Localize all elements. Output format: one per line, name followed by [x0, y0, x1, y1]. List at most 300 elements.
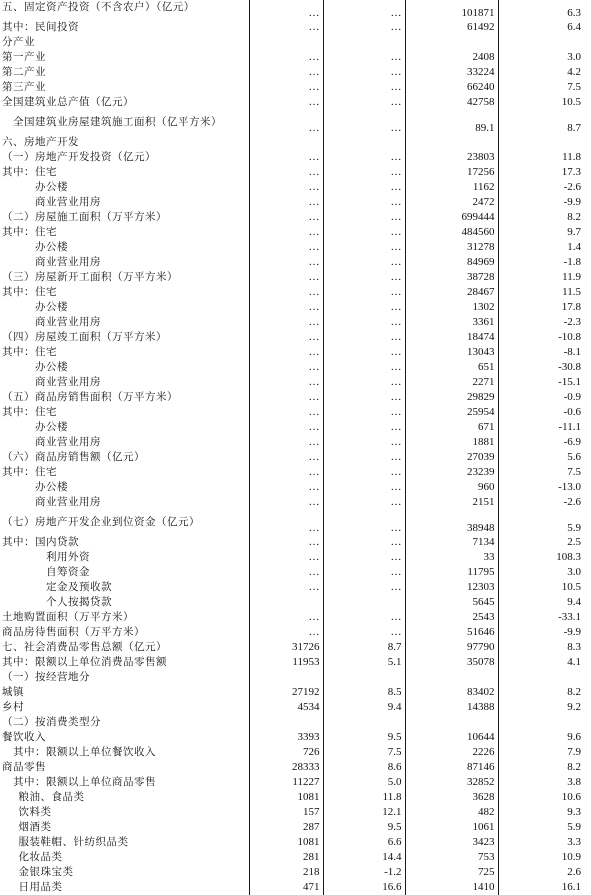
table-row [0, 270, 591, 285]
table-row [0, 565, 591, 580]
cumulative-value: 1881 [405, 435, 498, 450]
cumulative-growth: 6.4 [567, 21, 581, 33]
table-row [0, 670, 591, 685]
cumulative-value: 753 [405, 850, 498, 865]
row-label: 其中：住宅 [0, 225, 249, 240]
cumulative-growth: -11.1 [558, 421, 581, 433]
table-row [0, 880, 591, 895]
row-label: 自筹资金 [0, 565, 249, 580]
cumulative-value: 1061 [405, 820, 498, 835]
cumulative-value: 2271 [405, 375, 498, 390]
current-month-value: … [249, 110, 323, 135]
table-row [0, 580, 591, 595]
cumulative-growth: 3.3 [567, 836, 581, 848]
current-month-value: … [249, 270, 323, 285]
current-month-value: 1081 [249, 835, 323, 850]
cumulative-value: 87146 [405, 760, 498, 775]
table-row [0, 850, 591, 865]
row-label: 其中：限额以上单位餐饮收入 [0, 745, 249, 760]
cumulative-growth: 8.7 [567, 122, 581, 134]
row-label: 金银珠宝类 [0, 865, 249, 880]
cumulative-value: 14388 [405, 700, 498, 715]
cumulative-growth: 9.4 [567, 596, 581, 608]
current-month-growth: … [323, 390, 405, 405]
cumulative-growth: 11.5 [562, 286, 581, 298]
cumulative-growth: -33.1 [558, 611, 581, 623]
row-label: 定金及预收款 [0, 580, 249, 595]
cumulative-value: 83402 [405, 685, 498, 700]
row-label: 服装鞋帽、针纺织品类 [0, 835, 249, 850]
cumulative-value: 1410 [405, 880, 498, 895]
row-label: 办公楼 [0, 180, 249, 195]
cumulative-growth: 7.5 [567, 81, 581, 93]
current-month-value: … [249, 375, 323, 390]
table-row [0, 80, 591, 95]
row-label: 土地购置面积（万平方米） [0, 610, 249, 625]
current-month-value: … [249, 210, 323, 225]
cumulative-growth: 5.6 [567, 451, 581, 463]
row-label: 分产业 [0, 35, 249, 50]
cumulative-growth: 7.5 [567, 466, 581, 478]
current-month-value: … [249, 360, 323, 375]
table-row [0, 255, 591, 270]
cumulative-growth: 3.0 [567, 566, 581, 578]
row-label: 第一产业 [0, 50, 249, 65]
cumulative-growth: 9.3 [567, 806, 581, 818]
row-label: 化妆品类 [0, 850, 249, 865]
cumulative-growth: 9.7 [567, 226, 581, 238]
row-label: 其中：民间投资 [0, 20, 249, 35]
cumulative-growth: 1.4 [567, 241, 581, 253]
current-month-value [249, 35, 323, 50]
table-row [0, 180, 591, 195]
table-row [0, 510, 591, 535]
current-month-growth: … [323, 375, 405, 390]
current-month-growth: … [323, 50, 405, 65]
cumulative-growth: 8.2 [567, 761, 581, 773]
table-row [0, 595, 591, 610]
table-row [0, 65, 591, 80]
cumulative-growth: 4.1 [567, 656, 581, 668]
current-month-value: … [249, 315, 323, 330]
cumulative-value: 17256 [405, 165, 498, 180]
cumulative-value: 671 [405, 420, 498, 435]
cumulative-growth: 3.8 [567, 776, 581, 788]
cumulative-growth: -2.6 [563, 181, 581, 193]
table-row [0, 195, 591, 210]
current-month-growth: … [323, 535, 405, 550]
current-month-growth: 8.7 [323, 640, 405, 655]
row-label: 饮料类 [0, 805, 249, 820]
current-month-growth: … [323, 510, 405, 535]
cumulative-growth: -2.6 [563, 496, 581, 508]
cumulative-value: 5645 [405, 595, 498, 610]
current-month-growth: … [323, 95, 405, 110]
cumulative-growth: 8.3 [567, 641, 581, 653]
cumulative-value: 11795 [405, 565, 498, 580]
cumulative-growth: 11.9 [562, 271, 581, 283]
row-label: （五）商品房销售面积（万平方米） [0, 390, 249, 405]
current-month-growth: 9.5 [323, 730, 405, 745]
current-month-growth [323, 135, 405, 150]
cumulative-growth: -2.3 [563, 316, 581, 328]
table-row [0, 495, 591, 510]
current-month-value: 157 [249, 805, 323, 820]
table-row [0, 110, 591, 135]
current-month-value: … [249, 405, 323, 420]
cumulative-value [405, 135, 498, 150]
current-month-value: 27192 [249, 685, 323, 700]
current-month-growth: … [323, 225, 405, 240]
current-month-value: 218 [249, 865, 323, 880]
table-row [0, 210, 591, 225]
current-month-value [249, 595, 323, 610]
current-month-value: … [249, 420, 323, 435]
table-row [0, 625, 591, 640]
table-row [0, 50, 591, 65]
cumulative-growth: -0.9 [563, 391, 581, 403]
cumulative-value: 2408 [405, 50, 498, 65]
cumulative-growth: 10.5 [561, 96, 581, 108]
table-row [0, 865, 591, 880]
cumulative-growth: -9.9 [563, 196, 581, 208]
current-month-growth: … [323, 625, 405, 640]
cumulative-value: 3628 [405, 790, 498, 805]
cumulative-value: 7134 [405, 535, 498, 550]
current-month-growth: … [323, 465, 405, 480]
current-month-growth: 8.6 [323, 760, 405, 775]
row-label: 其中：住宅 [0, 165, 249, 180]
current-month-growth: … [323, 240, 405, 255]
row-label: （七）房地产开发企业到位资金（亿元） [0, 510, 249, 535]
current-month-growth: … [323, 580, 405, 595]
table-row [0, 820, 591, 835]
table-row [0, 285, 591, 300]
row-label: 办公楼 [0, 360, 249, 375]
cumulative-value: 23239 [405, 465, 498, 480]
current-month-growth: … [323, 360, 405, 375]
table-row [0, 35, 591, 50]
row-label: 商品零售 [0, 760, 249, 775]
cumulative-growth: 3.0 [567, 51, 581, 63]
current-month-growth: 8.5 [323, 685, 405, 700]
row-label: 商品房待售面积（万平方米） [0, 625, 249, 640]
current-month-value: … [249, 285, 323, 300]
table-row [0, 745, 591, 760]
row-label: 办公楼 [0, 240, 249, 255]
row-label: 其中：住宅 [0, 405, 249, 420]
row-label: 商业营业用房 [0, 255, 249, 270]
table-row [0, 20, 591, 35]
current-month-value: … [249, 510, 323, 535]
cumulative-growth: 10.9 [561, 851, 581, 863]
row-label: 办公楼 [0, 420, 249, 435]
current-month-value: … [249, 535, 323, 550]
row-label: 个人按揭贷款 [0, 595, 249, 610]
current-month-value: … [249, 495, 323, 510]
cumulative-growth: -15.1 [558, 376, 581, 388]
cumulative-growth [498, 670, 591, 685]
cumulative-growth: -8.1 [563, 346, 581, 358]
table-row [0, 450, 591, 465]
cumulative-value: 725 [405, 865, 498, 880]
row-label: （三）房屋新开工面积（万平方米） [0, 270, 249, 285]
cumulative-growth: -6.9 [563, 436, 581, 448]
current-month-growth: … [323, 0, 405, 20]
table-row [0, 655, 591, 670]
table-row [0, 330, 591, 345]
cumulative-growth: 5.9 [567, 821, 581, 833]
cumulative-value: 42758 [405, 95, 498, 110]
cumulative-value: 12303 [405, 580, 498, 595]
cumulative-value: 38948 [405, 510, 498, 535]
table-row [0, 390, 591, 405]
current-month-growth: 6.6 [323, 835, 405, 850]
current-month-value: … [249, 330, 323, 345]
table-row [0, 480, 591, 495]
current-month-value: 28333 [249, 760, 323, 775]
current-month-growth: 5.1 [323, 655, 405, 670]
current-month-value: 1081 [249, 790, 323, 805]
current-month-growth: … [323, 180, 405, 195]
current-month-growth: 7.5 [323, 745, 405, 760]
current-month-growth: … [323, 300, 405, 315]
table-row [0, 300, 591, 315]
row-label: 全国建筑业房屋建筑施工面积（亿平方米） [0, 110, 249, 135]
table-row [0, 465, 591, 480]
cumulative-growth [498, 35, 591, 50]
cumulative-growth: 8.2 [567, 686, 581, 698]
current-month-value [249, 670, 323, 685]
cumulative-value: 484560 [405, 225, 498, 240]
row-label: 商业营业用房 [0, 495, 249, 510]
cumulative-value: 651 [405, 360, 498, 375]
current-month-growth: 11.8 [323, 790, 405, 805]
cumulative-value: 101871 [405, 0, 498, 20]
table-row [0, 345, 591, 360]
cumulative-value [405, 670, 498, 685]
current-month-growth: … [323, 65, 405, 80]
cumulative-growth: 2.5 [567, 536, 581, 548]
row-label: 其中：住宅 [0, 345, 249, 360]
table-row [0, 420, 591, 435]
current-month-value: … [249, 255, 323, 270]
cumulative-growth: 10.5 [561, 581, 581, 593]
cumulative-value: 29829 [405, 390, 498, 405]
current-month-value: … [249, 390, 323, 405]
current-month-value: … [249, 65, 323, 80]
cumulative-growth: -13.0 [558, 481, 581, 493]
cumulative-value: 482 [405, 805, 498, 820]
cumulative-value: 61492 [405, 20, 498, 35]
table-row [0, 375, 591, 390]
current-month-growth: … [323, 195, 405, 210]
current-month-growth: … [323, 345, 405, 360]
current-month-value: … [249, 150, 323, 165]
current-month-value: … [249, 195, 323, 210]
current-month-growth [323, 670, 405, 685]
current-month-growth: … [323, 255, 405, 270]
table-row [0, 730, 591, 745]
cumulative-value: 2543 [405, 610, 498, 625]
table-row [0, 610, 591, 625]
row-label: 第二产业 [0, 65, 249, 80]
current-month-growth: … [323, 420, 405, 435]
cumulative-growth [498, 715, 591, 730]
table-row [0, 775, 591, 790]
current-month-value: 11227 [249, 775, 323, 790]
cumulative-value: 2472 [405, 195, 498, 210]
cumulative-growth: 2.6 [567, 866, 581, 878]
row-label: （一）房地产开发投资（亿元） [0, 150, 249, 165]
row-label: 商业营业用房 [0, 375, 249, 390]
cumulative-value: 699444 [405, 210, 498, 225]
current-month-growth: … [323, 435, 405, 450]
current-month-value: … [249, 50, 323, 65]
current-month-growth: … [323, 110, 405, 135]
table-row [0, 835, 591, 850]
cumulative-growth: -30.8 [558, 361, 581, 373]
cumulative-value [405, 715, 498, 730]
table-row [0, 165, 591, 180]
current-month-growth: … [323, 210, 405, 225]
cumulative-value: 84969 [405, 255, 498, 270]
cumulative-growth: 5.9 [567, 522, 581, 534]
cumulative-growth: 6.3 [567, 7, 581, 19]
row-label: （六）商品房销售额（亿元） [0, 450, 249, 465]
current-month-growth: 12.1 [323, 805, 405, 820]
current-month-growth: 16.6 [323, 880, 405, 895]
row-label: 日用品类 [0, 880, 249, 895]
table-row [0, 315, 591, 330]
current-month-growth: 14.4 [323, 850, 405, 865]
table-row [0, 790, 591, 805]
cumulative-value: 18474 [405, 330, 498, 345]
cumulative-value: 3361 [405, 315, 498, 330]
row-label: （二）按消费类型分 [0, 715, 249, 730]
row-label: 餐饮收入 [0, 730, 249, 745]
current-month-growth: … [323, 315, 405, 330]
current-month-growth: … [323, 405, 405, 420]
row-label: 粮油、食品类 [0, 790, 249, 805]
cumulative-value: 10644 [405, 730, 498, 745]
cumulative-value: 28467 [405, 285, 498, 300]
cumulative-value: 2151 [405, 495, 498, 510]
current-month-value: … [249, 480, 323, 495]
cumulative-value: 960 [405, 480, 498, 495]
current-month-growth: … [323, 330, 405, 345]
table-row [0, 435, 591, 450]
current-month-growth: … [323, 20, 405, 35]
cumulative-value: 51646 [405, 625, 498, 640]
current-month-growth: 9.5 [323, 820, 405, 835]
current-month-growth: … [323, 165, 405, 180]
row-label: 五、固定资产投资（不含农户）（亿元） [0, 0, 249, 20]
cumulative-value: 33 [405, 550, 498, 565]
cumulative-growth: -10.8 [558, 331, 581, 343]
cumulative-value: 32852 [405, 775, 498, 790]
table-row [0, 0, 591, 20]
current-month-value [249, 715, 323, 730]
current-month-value: … [249, 300, 323, 315]
row-label: 利用外资 [0, 550, 249, 565]
current-month-value: … [249, 550, 323, 565]
cumulative-growth: 8.2 [567, 211, 581, 223]
row-label: 商业营业用房 [0, 435, 249, 450]
table-row [0, 550, 591, 565]
current-month-value: … [249, 465, 323, 480]
table-row [0, 150, 591, 165]
row-label: 办公楼 [0, 480, 249, 495]
current-month-growth: … [323, 565, 405, 580]
current-month-growth: 5.0 [323, 775, 405, 790]
cumulative-value: 1162 [405, 180, 498, 195]
current-month-value: … [249, 80, 323, 95]
current-month-value: 3393 [249, 730, 323, 745]
row-label: 城镇 [0, 685, 249, 700]
table-row [0, 240, 591, 255]
cumulative-growth: -9.9 [563, 626, 581, 638]
current-month-value: … [249, 95, 323, 110]
row-label: 其中：住宅 [0, 285, 249, 300]
cumulative-growth: 17.8 [561, 301, 581, 313]
row-label: 七、社会消费品零售总额（亿元） [0, 640, 249, 655]
cumulative-value: 23803 [405, 150, 498, 165]
cumulative-value: 2226 [405, 745, 498, 760]
cumulative-value: 35078 [405, 655, 498, 670]
current-month-growth: … [323, 610, 405, 625]
current-month-growth: -1.2 [323, 865, 405, 880]
current-month-growth: 9.4 [323, 700, 405, 715]
current-month-growth [323, 595, 405, 610]
current-month-value: 31726 [249, 640, 323, 655]
current-month-value: 726 [249, 745, 323, 760]
table-row [0, 535, 591, 550]
cumulative-growth: 9.6 [567, 731, 581, 743]
current-month-value: … [249, 625, 323, 640]
row-label: 乡村 [0, 700, 249, 715]
current-month-value: … [249, 610, 323, 625]
current-month-value: … [249, 565, 323, 580]
cumulative-value: 25954 [405, 405, 498, 420]
current-month-growth: … [323, 550, 405, 565]
row-label: 商业营业用房 [0, 195, 249, 210]
table-row [0, 95, 591, 110]
current-month-value: … [249, 225, 323, 240]
cumulative-growth: 17.3 [561, 166, 581, 178]
current-month-value: 4534 [249, 700, 323, 715]
cumulative-value: 1302 [405, 300, 498, 315]
cumulative-growth: 7.9 [567, 746, 581, 758]
current-month-value: … [249, 580, 323, 595]
row-label: 其中：限额以上单位消费品零售额 [0, 655, 249, 670]
table-row [0, 135, 591, 150]
cumulative-growth: -0.6 [563, 406, 581, 418]
current-month-growth: … [323, 495, 405, 510]
current-month-value: … [249, 435, 323, 450]
current-month-value: … [249, 180, 323, 195]
current-month-growth: … [323, 80, 405, 95]
cumulative-growth: -1.8 [563, 256, 581, 268]
cumulative-value: 97790 [405, 640, 498, 655]
table-row [0, 405, 591, 420]
cumulative-growth: 16.1 [561, 881, 581, 893]
cumulative-value: 33224 [405, 65, 498, 80]
current-month-value: 471 [249, 880, 323, 895]
row-label: （二）房屋施工面积（万平方米） [0, 210, 249, 225]
table-row [0, 760, 591, 775]
cumulative-value: 27039 [405, 450, 498, 465]
